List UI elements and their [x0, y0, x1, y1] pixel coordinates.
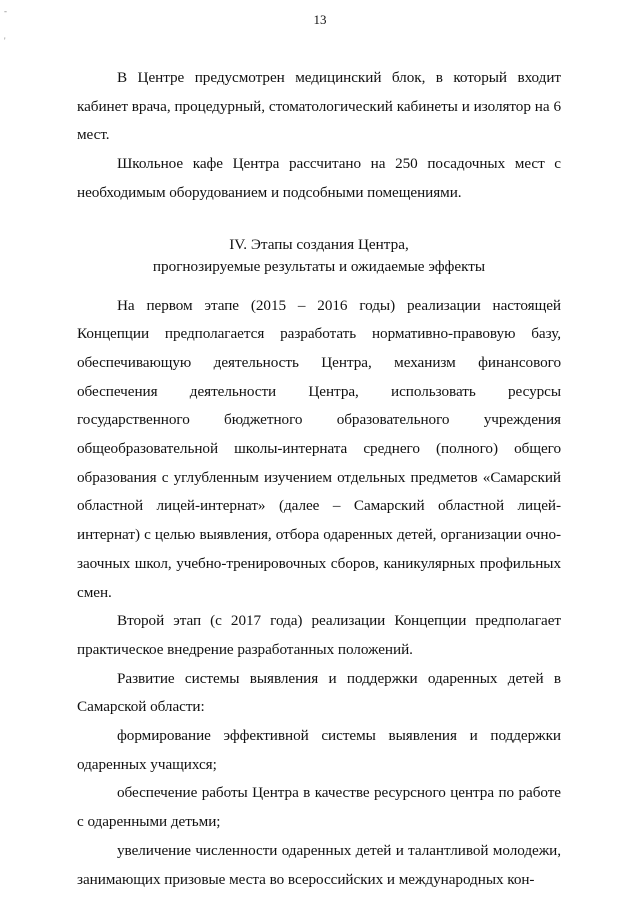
- page-number: 13: [313, 12, 327, 27]
- document-body: [77, 64, 561, 894]
- list-item-resource-center: обеспечение работы Центра в качестве ресурсного центра по работе с одаренными детьми;: [77, 784, 561, 831]
- margin-mark: ': [4, 36, 6, 46]
- paragraph-second-stage: Второй этап (с 2017 года) реализации Концепции предполагает практическое внедрение разработанных положений.: [77, 612, 561, 658]
- list-item-formation: формирование эффективной системы выявления и поддержки одаренных учащихся;: [77, 727, 561, 773]
- paragraph-medical-block: В Центре предусмотрен медицинский блок, в который входит кабинет врача, процедурный, стоматологический кабинеты и изолятор на 6 мест.: [77, 69, 561, 144]
- list-item-increase: увеличение численности одаренных детей и талантливой молодежи, занимающих призовые места во всероссийских и международных кон-: [77, 841, 561, 888]
- margin-mark: -: [4, 6, 7, 16]
- section-heading: [77, 234, 561, 278]
- paragraph-first-stage: На первом этапе (2015 – 2016 годы) реализации настоящей Концепции предполагается разработать нормативно-правовую базу, обеспечивающую деятельность Центра, механизм финансового обеспечения деятельности Центра, использовать ресурсы государственного бюджетного образовательного учреждения общеобразовательной школы-интерната среднего (полного) общего образования с углубленным изучением отдельных предметов «Самарский областной лицей-интернат» (далее – Самарский областной лицей-интернат) с целью выявления, отбора одаренных детей, организации очно-заочных школ, учебно-тренировочных сборов, каникулярных профильных смен.: [77, 296, 561, 601]
- section-heading-line-1: IV. Этапы создания Центра,: [229, 235, 409, 253]
- paragraph-development: Развитие системы выявления и поддержки одаренных детей в Самарской области:: [77, 669, 561, 716]
- paragraph-school-cafe: Школьное кафе Центра рассчитано на 250 посадочных мест с необходимым оборудованием и подсобными помещениями.: [77, 155, 561, 201]
- section-heading-line-2: прогнозируемые результаты и ожидаемые эффекты: [152, 257, 486, 275]
